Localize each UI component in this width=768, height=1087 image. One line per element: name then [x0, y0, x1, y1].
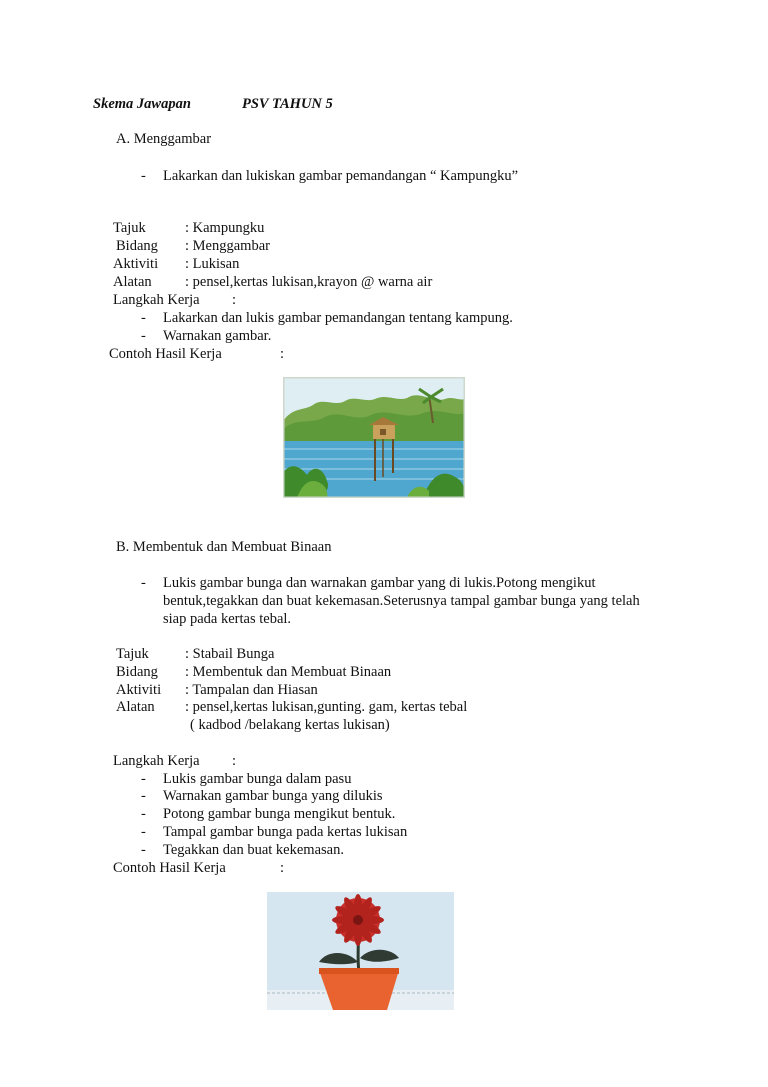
langkah-kerja-colon: : — [232, 753, 237, 769]
field-label: Alatan — [116, 699, 155, 715]
flower-pot-artwork — [267, 892, 454, 1010]
step-item: Warnakan gambar. — [163, 328, 272, 344]
section-b-heading: B. Membentuk dan Membuat Binaan — [116, 539, 332, 555]
field-value: : Kampungku — [185, 220, 265, 236]
field-value: : pensel,kertas lukisan,gunting. gam, kertas tebal — [185, 699, 468, 715]
bullet-dash: - — [141, 788, 146, 804]
field-row — [116, 681, 318, 699]
bullet-dash: - — [141, 575, 146, 591]
field-value: : Menggambar — [185, 238, 270, 254]
field-label: Tajuk — [113, 220, 146, 236]
field-row — [116, 645, 274, 663]
field-label: Aktiviti — [116, 682, 162, 698]
field-label: Bidang — [116, 664, 158, 680]
field-row — [116, 663, 391, 681]
field-label: Tajuk — [116, 646, 149, 662]
section-b-instruction-line: bentuk,tegakkan dan buat kekemasan.Seterusnya tampal gambar bunga yang telah — [163, 593, 640, 609]
doc-title-left: Skema Jawapan — [93, 96, 191, 112]
field-value: : pensel,kertas lukisan,krayon @ warna air — [185, 274, 433, 290]
langkah-kerja-label: Langkah Kerja — [113, 292, 200, 308]
field-row — [116, 237, 270, 255]
step-item: Lakarkan dan lukis gambar pemandangan tentang kampung. — [163, 310, 513, 326]
field-label: Bidang — [116, 238, 158, 254]
step-item: Lukis gambar bunga dalam pasu — [163, 771, 352, 787]
bullet-dash: - — [141, 771, 146, 787]
field-value: : Membentuk dan Membuat Binaan — [185, 664, 392, 680]
alatan-continuation: ( kadbod /belakang kertas lukisan) — [190, 717, 390, 733]
doc-title-right: PSV TAHUN 5 — [242, 96, 333, 112]
step-item: Warnakan gambar bunga yang dilukis — [163, 788, 383, 804]
section-b-instruction-line: siap pada kertas tebal. — [163, 611, 292, 627]
field-row — [113, 219, 264, 237]
langkah-kerja-label: Langkah Kerja — [113, 753, 200, 769]
contoh-hasil-label: Contoh Hasil Kerja — [113, 860, 226, 876]
field-value: : Tampalan dan Hiasan — [185, 682, 318, 698]
contoh-hasil-colon: : — [280, 860, 285, 876]
langkah-kerja-colon: : — [232, 292, 237, 308]
section-a-instruction: Lakarkan dan lukiskan gambar pemandangan “ Kampungku” — [163, 168, 519, 184]
bullet-dash: - — [141, 806, 146, 822]
bullet-dash: - — [141, 310, 146, 326]
bullet-dash: - — [141, 328, 146, 344]
contoh-hasil-colon: : — [280, 346, 285, 362]
section-b-instruction-line: Lukis gambar bunga dan warnakan gambar yang di lukis.Potong mengikut — [163, 575, 596, 591]
bullet-dash: - — [141, 168, 146, 184]
field-row — [116, 698, 467, 716]
field-value: : Stabail Bunga — [185, 646, 275, 662]
step-item: Tampal gambar bunga pada kertas lukisan — [163, 824, 408, 840]
field-label: Alatan — [113, 274, 152, 290]
bullet-dash: - — [141, 842, 146, 858]
field-label: Aktiviti — [113, 256, 159, 272]
step-item: Tegakkan dan buat kekemasan. — [163, 842, 344, 858]
step-item: Potong gambar bunga mengikut bentuk. — [163, 806, 396, 822]
section-a-heading: A. Menggambar — [116, 131, 212, 147]
contoh-hasil-label: Contoh Hasil Kerja — [109, 346, 222, 362]
kampung-landscape-painting — [283, 377, 465, 498]
field-row — [113, 273, 432, 291]
field-value: : Lukisan — [185, 256, 240, 272]
bullet-dash: - — [141, 824, 146, 840]
field-row — [113, 255, 239, 273]
